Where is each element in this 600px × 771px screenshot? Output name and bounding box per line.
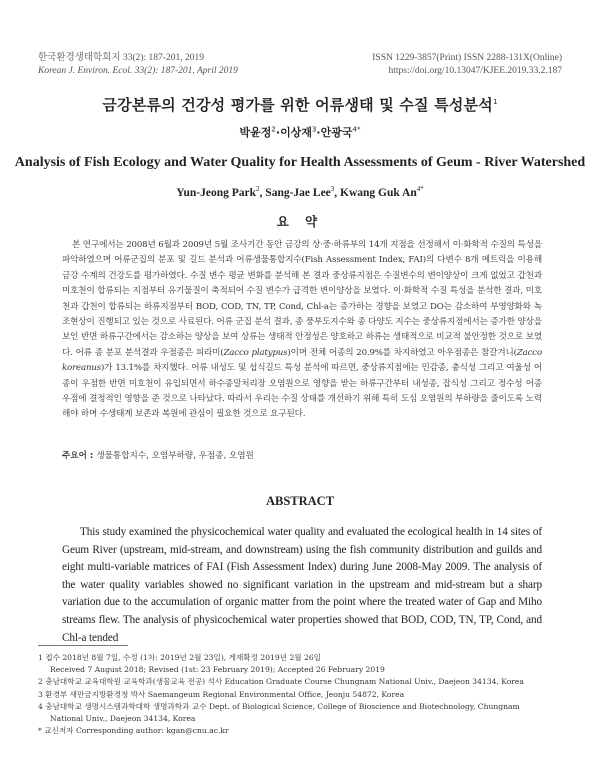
footnote-4-cont: National Univ., Daejeon 34134, Korea: [50, 714, 196, 724]
footnote-corresponding: * 교신저자 Corresponding author: kgan@cnu.ac.kr: [38, 726, 229, 736]
footnote-3: 3 환경부 새만금지방환경청 박사 Saemangeum Regional Environmental Office, Jeonju 54872, Korea: [38, 689, 405, 699]
author-3-affil-mark: 4*: [352, 125, 361, 134]
journal-english: Korean J. Environ. Ecol. 33(2): 187-201, April 2019: [38, 66, 238, 76]
en-author-1-affil-mark: 2: [256, 185, 260, 194]
korean-abstract: [62, 238, 542, 423]
en-author-2-affil-mark: 3: [330, 185, 335, 194]
english-author-1: Yun-Jeong Park: [176, 187, 257, 199]
doi-link[interactable]: https://doi.org/10.13047/KJEE.2019.33.2.187: [388, 66, 562, 76]
footnote-1: 1 접수 2018년 8월 7일, 수정 (1차: 2019년 2월 23일), 게재확정 2019년 2월 26일: [38, 653, 322, 662]
footnote-4: 4 충남대학교 생명시스템과학대학 생명과학과 교수 Dept. of Biological Science, College of Bioscience and Biotechnology, Chungnam: [38, 701, 520, 711]
footnote-2: 2 충남대학교 교육대학원 교육학과(생물교육 전공) 석사 Education Graduate Course Chungnam National Univ., Daejeon 34134, Korea: [38, 677, 524, 687]
author-1-affil-mark: 2: [271, 125, 276, 134]
korean-title: [0, 94, 600, 115]
english-author-3: Kwang Guk An: [340, 187, 417, 199]
korean-authors: 박윤정$^2$·이상재$^3$·안광국$^{4*}$: [239, 125, 361, 139]
author-2-affil-mark: 3: [311, 125, 317, 134]
keywords-label: 주요어 :: [62, 451, 97, 461]
korean-abstract-part-2: )이며 전체 어종의 20.9%를 차지하였고 아우점종은 참갈겨니(: [287, 347, 517, 358]
journal-header-right: [372, 52, 562, 78]
english-abstract-heading: ABSTRACT: [265, 494, 335, 508]
english-abstract: This study examined the physicochemical water quality and evaluated the ecological health in 14 sites of Geum River (upstream, mid-stream, and downstream) using the fish community distribution and guilds and eight multi-variable matrices of FAI (Fish Assessment Index) during June 2008-May 2009. The analysis of the water quality variables showed no significant variation in the upstream and mid-stream but a sharp variation due to the accumulation of organic matter from the point where the treated water of Gap and Miho streams flew. The analysis of physicochemical water properties showed that BOD, COD, TN, TP, Cond, and Chl-a tended: [62, 526, 542, 644]
en-author-3-affil-mark: 4*: [416, 185, 424, 194]
english-title: Analysis of Fish Ecology and Water Quality for Health Assessments of Geum - River Watershed: [14, 155, 586, 170]
korean-title-footnote-mark: 1: [492, 98, 498, 106]
korean-abstract-part-1: 본 연구에서는 2008년 6월과 2009년 5월 조사기간 동안 금강의 상·중·하류부의 14개 지점을 선정해서 이·화학적 수질의 특성을 파악하였으며 어류군집의 분포 및 길드 분석과 어류생물통합지수(Fish Assessment Index, FAI)의 다변수 8개 메트릭을 이용해 금강 수계의 건강도를 평가하였다. 수질 변수 평균 변화를 분석해 본 결과 중상류지점은 수질변수의 변이양상이 크게 없었고 갑천과 미호천이 합류되는 지점부터 유기물질이 축적되어 수질 변수가 급격한 변이양상을 보였다. 이·화학적 수질 특성을 분석한 결과, 미호천과 갑천이 합류되는 하류지점부터 BOD, COD, TN, TP, Cond, Chl-a는 증가하는 경향을 보였고 DO는 감소하여 부영양화와 녹조현상이 진행되고 있는 것으로 사료된다. 어류 군집 분석 결과, 종 풍부도지수와 종 다양도 지수는 중상류지점에서는 증가한 양상을 보인 반면 하류구간에서는 감소하는 양상을 보여 상류는 생태적 안정성은 양호하고 하류는 생태적으로 비교적 불안정한 것으로 보였다. 어류 종 분포 분석결과 우점종은 피라미(: [62, 240, 542, 358]
footnote-1-english: Received 7 August 2018; Revised (1st: 23 February 2019); Accepted 26 February 2019: [50, 665, 385, 675]
journal-header-left: [38, 52, 238, 78]
korean-abstract-part-3: )가 13.1%를 차지했다. 어류 내성도 및 섭식길드 특성 분석에 따르면, 중상류지점에는 민감종, 충식성 그리고 여울성 어종이 우점한 반면 미호천이 유입되면서 하수종말처리장 오염원으로 영향을 받는 하류구간부터 내성종, 잡식성 그리고 정수성 어종 우점에 결정적인 영향을 준 것으로 나타났다. 따라서 우리는 수질 상태를 개선하기 위해 특히 도심 오염원의 부하량을 줄이도록 노력해야 하며 수생태계 보존과 복원에 관심이 필요한 것으로 요구된다.: [62, 363, 542, 420]
keywords: [62, 449, 542, 461]
korean-title-text: 금강본류의 건강성 평가를 위한 어류생태 및 수질 특성분석: [102, 96, 493, 114]
korean-author-2: 이상재: [280, 126, 312, 139]
korean-abstract-heading: 요 약: [276, 214, 324, 229]
english-authors: Yun-Jeong Park$^2$, Sang-Jae Lee$^3$, Kwang Guk $An^{4*}$: [176, 185, 424, 199]
species-name-2: Zacco koreanus: [62, 347, 542, 374]
korean-author-1: 박윤정: [239, 126, 272, 139]
species-name-1: Zacco platypus: [223, 347, 288, 358]
journal-korean: 한국환경생태학회지 33(2): 187-201, 2019: [38, 53, 204, 63]
english-author-2: Sang-Jae Lee: [265, 187, 331, 199]
korean-author-3: 안광국: [320, 126, 353, 139]
keywords-text: 생물통합지수, 오염부하량, 우점종, 오염원: [96, 451, 254, 461]
footnotes: [38, 652, 558, 737]
footnote-divider: [38, 645, 128, 646]
issn: ISSN 1229-3857(Print) ISSN 2288-131X(Online): [372, 53, 562, 63]
